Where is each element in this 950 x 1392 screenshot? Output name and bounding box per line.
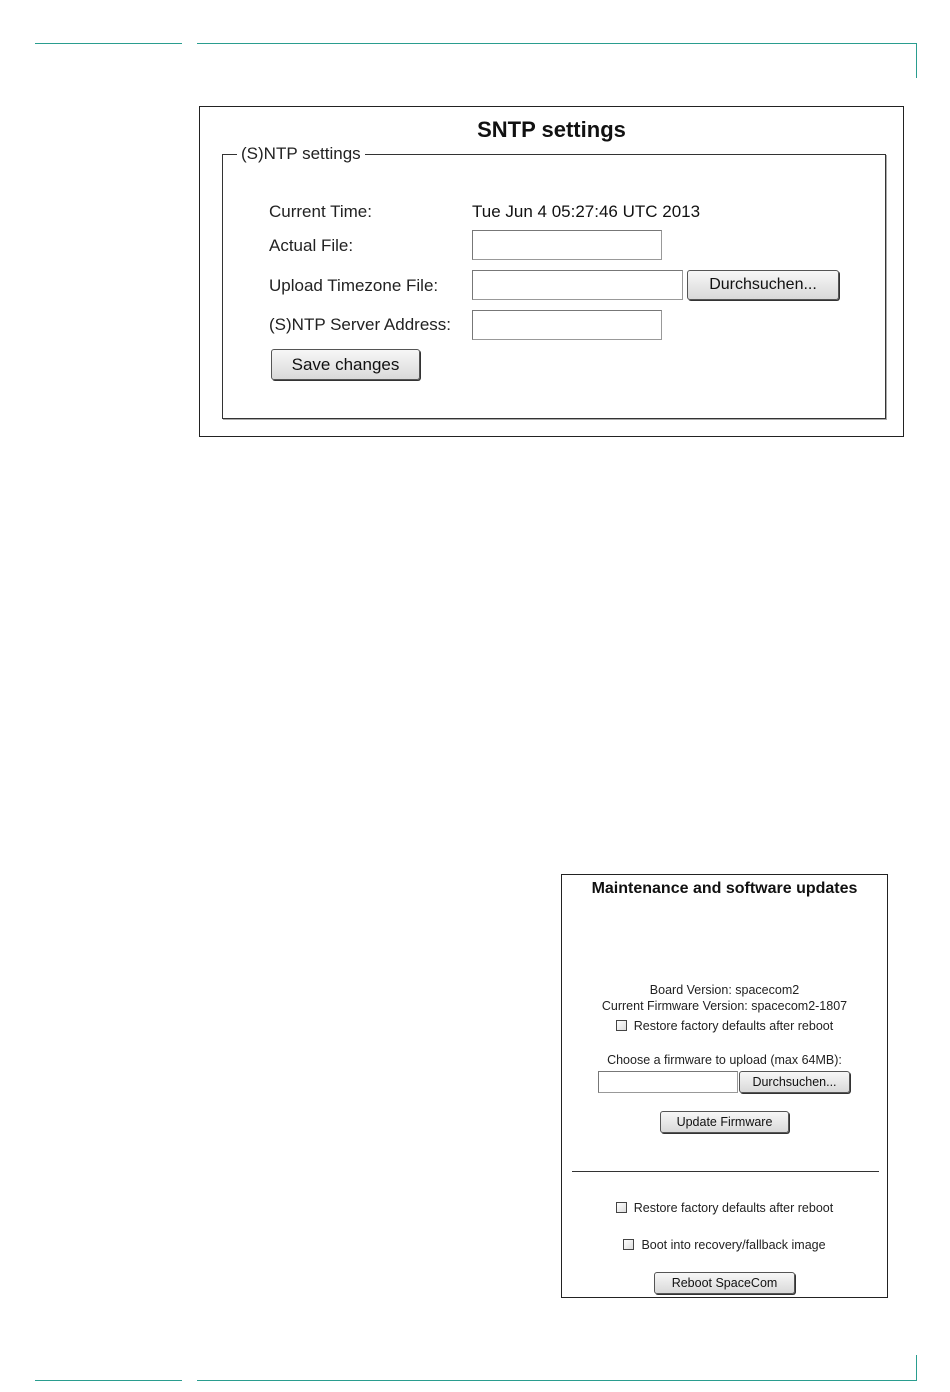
bottom-rule-right	[197, 1380, 917, 1381]
upload-timezone-input[interactable]	[472, 270, 683, 300]
maintenance-panel	[561, 874, 888, 1298]
top-rule-left	[35, 43, 182, 44]
top-rule-right	[197, 43, 917, 44]
firmware-version: Current Firmware Version: spacecom2-1807	[601, 999, 848, 1013]
restore-defaults-label-1: Restore factory defaults after reboot	[633, 1019, 834, 1033]
restore-defaults-row-1	[562, 1019, 887, 1033]
maintenance-divider	[572, 1171, 879, 1172]
sntp-fieldset	[222, 144, 886, 419]
board-version: Board Version: spacecom2	[649, 983, 800, 997]
top-rule-tick	[916, 43, 917, 78]
sntp-settings-panel	[199, 106, 904, 437]
boot-recovery-row	[562, 1238, 887, 1252]
update-firmware-button[interactable]: Update Firmware	[660, 1111, 789, 1133]
bottom-rule-left	[35, 1380, 182, 1381]
boot-recovery-checkbox[interactable]	[623, 1239, 634, 1250]
current-time-value: Tue Jun 4 05:27:46 UTC 2013	[472, 202, 701, 221]
save-changes-button[interactable]: Save changes	[271, 349, 420, 380]
upload-timezone-label: Upload Timezone File:	[269, 276, 439, 295]
timezone-browse-button[interactable]: Durchsuchen...	[687, 270, 839, 300]
ntp-server-input[interactable]	[472, 310, 662, 340]
actual-file-input[interactable]	[472, 230, 662, 260]
actual-file-label: Actual File:	[269, 236, 354, 255]
sntp-legend: (S)NTP settings	[237, 144, 365, 164]
choose-firmware-label: Choose a firmware to upload (max 64MB):	[607, 1053, 842, 1067]
firmware-file-input[interactable]	[598, 1071, 738, 1093]
ntp-server-label: (S)NTP Server Address:	[269, 315, 452, 334]
restore-defaults-checkbox-2[interactable]	[616, 1202, 627, 1213]
maintenance-title: Maintenance and software updates	[591, 880, 858, 897]
restore-defaults-checkbox-1[interactable]	[616, 1020, 627, 1031]
restore-defaults-row-2	[562, 1201, 887, 1215]
sntp-title: SNTP settings	[477, 117, 626, 142]
current-time-label: Current Time:	[269, 202, 372, 221]
firmware-browse-button[interactable]: Durchsuchen...	[739, 1071, 850, 1093]
bottom-rule-tick	[916, 1355, 917, 1381]
boot-recovery-label: Boot into recovery/fallback image	[641, 1238, 826, 1252]
reboot-spacecom-button[interactable]: Reboot SpaceCom	[654, 1272, 795, 1294]
restore-defaults-label-2: Restore factory defaults after reboot	[633, 1201, 834, 1215]
